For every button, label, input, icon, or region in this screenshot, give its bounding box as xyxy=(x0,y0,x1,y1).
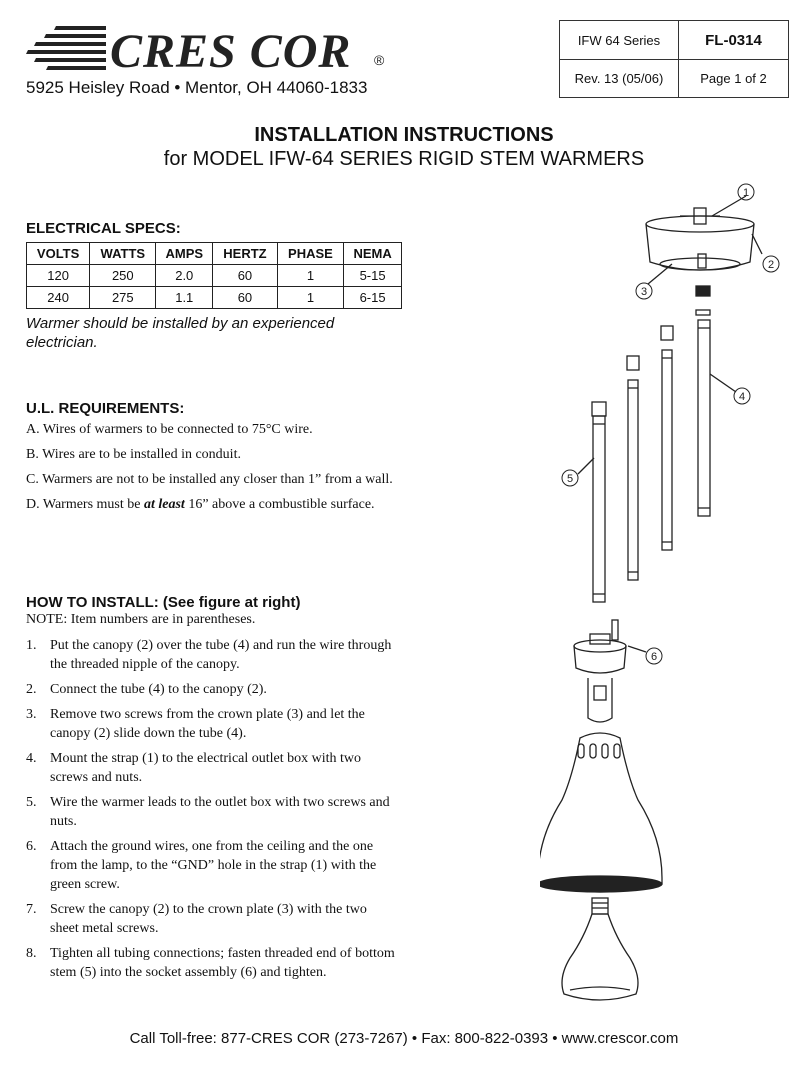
callout-label: 1 xyxy=(742,187,750,199)
tube-illustration xyxy=(627,356,639,580)
list-item xyxy=(26,837,398,894)
list-item xyxy=(26,749,398,787)
list-item xyxy=(26,900,398,938)
step-number: 7. xyxy=(26,902,37,917)
step-text: Mount the strap (1) to the electrical outlet box with two screws and nuts. xyxy=(50,751,362,785)
table-cell: 1 xyxy=(277,287,343,309)
callout-label: 2 xyxy=(767,259,775,271)
electrical-specs-heading: ELECTRICAL SPECS: xyxy=(26,220,181,237)
table-cell: 2.0 xyxy=(156,265,213,287)
list-item: A. Wires of warmers to be connected to 75°C wire. xyxy=(26,422,313,437)
list-item xyxy=(26,680,398,699)
table-row xyxy=(27,265,402,287)
table-cell: 60 xyxy=(213,287,278,309)
item-text: D. Warmers must be xyxy=(26,497,144,512)
table-header-row xyxy=(27,243,402,265)
electrical-specs-table xyxy=(26,242,402,309)
column-header: HERTZ xyxy=(213,243,278,265)
step-number: 4. xyxy=(26,751,37,766)
list-item xyxy=(26,636,398,674)
table-cell: 6-15 xyxy=(344,287,402,309)
step-number: 5. xyxy=(26,795,37,810)
callout-line xyxy=(710,374,736,392)
logo-wordmark: CRES COR xyxy=(110,25,352,78)
company-logo xyxy=(26,22,386,78)
ul-requirements-heading: U.L. REQUIREMENTS: xyxy=(26,400,185,417)
installer-note: Warmer should be installed by an experienced electrician. xyxy=(26,315,335,351)
series-label: IFW 64 Series xyxy=(577,32,661,48)
revision-label: Rev. 13 (05/06) xyxy=(574,71,664,86)
canopy-illustration xyxy=(646,208,754,270)
step-number: 3. xyxy=(26,707,37,722)
document-title: INSTALLATION INSTRUCTIONS xyxy=(254,124,554,146)
item-text: 16” above a combustible surface. xyxy=(184,497,375,512)
list-item xyxy=(26,495,396,514)
step-text: Attach the ground wires, one from the ceiling and the one from the lamp, to the “GND” hole in the strap (1) with the green screw. xyxy=(50,839,377,892)
step-number: 2. xyxy=(26,682,37,697)
column-header: WATTS xyxy=(90,243,156,265)
registered-mark: ® xyxy=(374,52,385,68)
bottom-stem-illustration xyxy=(592,402,606,602)
list-item: C. Warmers are not to be installed any closer than 1” from a wall. xyxy=(26,472,393,487)
callout-line xyxy=(752,234,762,254)
column-header: NEMA xyxy=(344,243,402,265)
step-text: Wire the warmer leads to the outlet box with two screws and nuts. xyxy=(50,795,390,829)
callout-label: 4 xyxy=(738,391,746,403)
company-address: 5925 Heisley Road • Mentor, OH 44060-1833 xyxy=(26,78,368,97)
column-header: AMPS xyxy=(156,243,213,265)
how-to-install-heading: HOW TO INSTALL: (See figure at right) xyxy=(26,594,301,611)
table-cell: 5-15 xyxy=(344,265,402,287)
table-cell: 250 xyxy=(90,265,156,287)
callout-line xyxy=(712,196,746,216)
step-text: Remove two screws from the crown plate (3) and let the canopy (2) slide down the tube (4). xyxy=(50,707,365,741)
socket-assembly-illustration xyxy=(574,620,626,722)
document-info-box xyxy=(559,20,789,98)
list-item xyxy=(26,793,398,831)
step-number: 6. xyxy=(26,839,37,854)
callout-label: 6 xyxy=(650,651,658,663)
step-text: Tighten all tubing connections; fasten threaded end of bottom stem (5) into the socket assembly (6) and tighten. xyxy=(50,946,395,980)
table-cell: 1.1 xyxy=(156,287,213,309)
exploded-view-figure xyxy=(540,178,790,1010)
step-text: Put the canopy (2) over the tube (4) and run the wire through the threaded nipple of the canopy. xyxy=(50,638,392,672)
ul-requirements-list xyxy=(26,420,396,520)
table-cell: 120 xyxy=(27,265,90,287)
step-number: 1. xyxy=(26,638,37,653)
callout-line xyxy=(628,646,646,652)
callout-line xyxy=(648,264,672,284)
emphasis-text: at least xyxy=(143,497,185,512)
bulb-illustration xyxy=(562,898,638,1000)
form-number: FL-0314 xyxy=(705,31,762,49)
list-item xyxy=(26,705,398,743)
tube-illustration xyxy=(698,320,710,516)
callout-label: 5 xyxy=(566,473,574,485)
column-header: VOLTS xyxy=(27,243,90,265)
table-cell: 275 xyxy=(90,287,156,309)
speed-lines-icon xyxy=(26,22,110,78)
list-item xyxy=(26,944,398,982)
table-cell: 60 xyxy=(213,265,278,287)
list-item: B. Wires are to be installed in conduit. xyxy=(26,447,241,462)
step-number: 8. xyxy=(26,946,37,961)
callout-line xyxy=(578,458,594,474)
step-text: Connect the tube (4) to the canopy (2). xyxy=(50,682,267,697)
document-subtitle: for MODEL IFW-64 SERIES RIGID STEM WARMERS xyxy=(163,148,645,170)
table-cell: 1 xyxy=(277,265,343,287)
step-text: Screw the canopy (2) to the crown plate (3) with the two sheet metal screws. xyxy=(50,902,367,936)
page-number: Page 1 of 2 xyxy=(700,71,767,86)
install-steps-list xyxy=(26,636,398,988)
footer-contact: Call Toll-free: 877-CRES COR (273-7267) • Fax: 800-822-0393 • www.crescor.com xyxy=(129,1030,679,1047)
callout-label: 3 xyxy=(640,286,648,298)
column-header: PHASE xyxy=(277,243,343,265)
lamp-shade-illustration xyxy=(540,733,662,892)
table-cell: 240 xyxy=(27,287,90,309)
tube-illustration xyxy=(661,326,673,550)
table-row xyxy=(27,287,402,309)
washer-illustration xyxy=(696,310,710,315)
install-note: NOTE: Item numbers are in parentheses. xyxy=(26,612,256,627)
nut-illustration xyxy=(696,286,710,296)
